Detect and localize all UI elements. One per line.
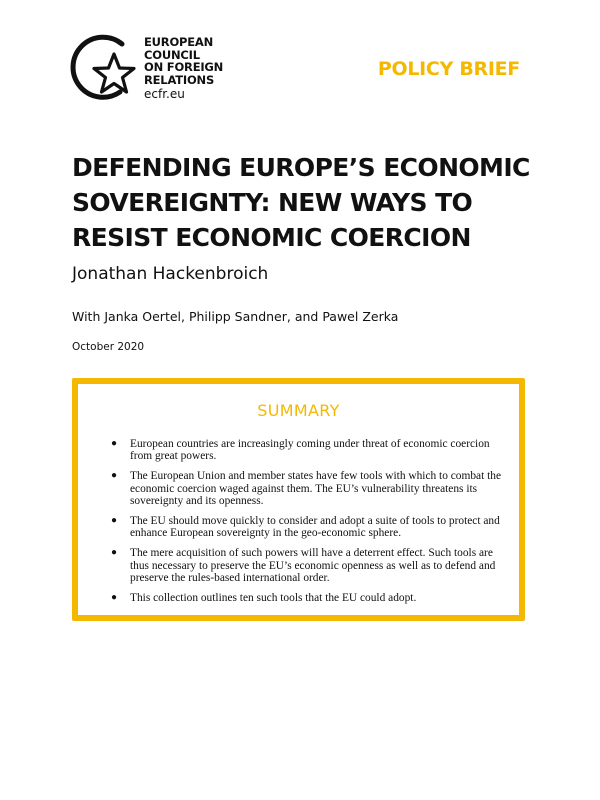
coauthors: With Janka Oertel, Philipp Sandner, and Pawel Zerka	[72, 309, 399, 324]
summary-bullet	[108, 592, 508, 604]
summary-bullet	[108, 438, 508, 463]
summary-bullet-text: The European Union and member states have few tools with which to combat the economic coercion waged against them. The EU’s vulnerability threatens its sovereignty and its openness.	[130, 470, 502, 508]
author: Jonathan Hackenbroich	[72, 264, 269, 284]
summary-bullet-text: The EU should move quickly to consider and adopt a suite of tools to protect and enhance European sovereignty in the geo-economic sphere.	[130, 515, 500, 540]
summary-heading: SUMMARY	[257, 401, 340, 420]
org-name-line: COUNCIL	[144, 47, 200, 62]
summary-list	[108, 438, 508, 612]
doc-type-label: POLICY BRIEF	[377, 58, 520, 80]
publication-date: October 2020	[72, 341, 145, 353]
summary-bullet	[108, 515, 508, 540]
bullet-icon: ●	[111, 592, 118, 604]
bullet-icon: ●	[111, 547, 118, 559]
org-name-line: ON FOREIGN	[144, 60, 224, 74]
ecfr-logo	[70, 30, 250, 110]
circle-star-logo-icon	[70, 30, 142, 108]
bullet-icon: ●	[111, 515, 118, 527]
summary-bullet-text: European countries are increasingly coming under threat of economic coercion from great powers.	[130, 438, 490, 463]
org-name-line: EUROPEAN	[144, 35, 214, 49]
org-url: ecfr.eu	[144, 87, 185, 101]
summary-bullet-text: The mere acquisition of such powers will have a deterrent effect. Such tools are thus necessary to preserve the EU’s economic openness as well as to defend and preserve the rules-based international order.	[130, 547, 496, 585]
summary-bullet	[108, 547, 508, 584]
summary-bullet	[108, 470, 508, 507]
org-name	[144, 36, 223, 86]
summary-box	[72, 378, 525, 621]
bullet-icon: ●	[111, 470, 118, 482]
page-title: DEFENDING EUROPE’S ECONOMIC SOVEREIGNTY: NEW WAYS TO RESIST ECONOMIC COERCION	[72, 153, 530, 252]
summary-bullet-text: This collection outlines ten such tools that the EU could adopt.	[130, 592, 417, 605]
bullet-icon: ●	[111, 438, 118, 449]
org-name-line: RELATIONS	[144, 72, 215, 87]
